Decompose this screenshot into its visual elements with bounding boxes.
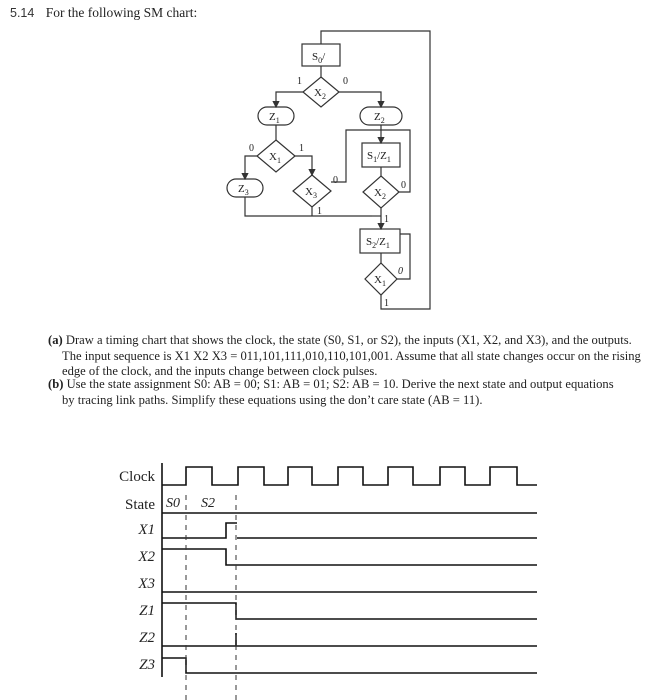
label-z3: Z3: [139, 657, 155, 673]
state-s1-label: $S_1/Z_1$: [367, 150, 391, 164]
problem-number: 5.14: [10, 6, 35, 20]
clock-waveform: [162, 467, 537, 485]
z1-label: $Z_1$: [269, 111, 280, 125]
x2-top-label: $X_2$: [314, 87, 326, 101]
label-z2: Z2: [139, 630, 155, 646]
z1-waveform: [162, 603, 537, 619]
question-b-line2: by tracing link paths. Simplify these equations using the don’t care state (AB = 11).: [62, 392, 483, 407]
question-a: [48, 333, 656, 380]
timing-chart: [0, 455, 663, 700]
label-state: State: [125, 497, 155, 513]
z3-label: $Z_3$: [238, 183, 249, 197]
x2-right-label: $X_2$: [374, 187, 386, 201]
label-x2: X2: [138, 549, 155, 565]
state-value-s0: S0: [166, 496, 180, 511]
state-value-s2: S2: [201, 496, 215, 511]
x1-left-label: $X_1$: [269, 151, 281, 165]
x3-true: 1: [317, 206, 322, 217]
x2-right-false: 0: [401, 180, 406, 191]
state-s2-label: $S_2/Z_1$: [366, 236, 390, 250]
question-b: [48, 377, 656, 408]
x2-top-true: 1: [297, 76, 302, 87]
problem-title: For the following SM chart:: [45, 5, 198, 20]
label-z1: Z1: [139, 603, 155, 619]
x2-waveform: [162, 549, 537, 565]
x2-top-false: 0: [343, 76, 348, 87]
x1-bottom-true: 1: [384, 298, 389, 309]
question-a-line3: edge of the clock, and the inputs change between clock pulses.: [62, 364, 378, 378]
x3-false: 0: [333, 175, 338, 186]
x1-bottom-label: $X_1$: [374, 274, 386, 288]
label-x3: X3: [138, 576, 155, 592]
z2-label: $Z_2$: [374, 111, 385, 125]
x1-left-true: 1: [299, 143, 304, 154]
label-x1: X1: [138, 522, 155, 538]
question-a-line2: The input sequence is X1 X2 X3 = 011,101,111,010,110,101,001. Assume that all state changes occur on the rising: [62, 348, 641, 363]
question-b-label: (b): [48, 377, 64, 391]
question-a-label: (a): [48, 333, 63, 347]
x1-bottom-false: 0: [398, 266, 403, 277]
x1-left-false: 0: [249, 143, 254, 154]
z3-waveform: [162, 658, 537, 673]
question-a-line1: Draw a timing chart that shows the clock, the state (S0, S1, or S2), the inputs (X1, X2, and X3), and the outputs.: [65, 333, 632, 347]
x1-waveform: [162, 523, 237, 538]
label-clock: Clock: [119, 469, 155, 485]
state-s0-label: $S_0/$: [312, 51, 326, 65]
x3-label: $X_3$: [305, 186, 317, 200]
question-b-line1: Use the state assignment S0: AB = 00; S1: AB = 01; S2: AB = 10. Derive the next state and output equations: [66, 377, 614, 391]
sm-chart: [0, 0, 663, 325]
x2-right-true: 1: [384, 214, 389, 225]
